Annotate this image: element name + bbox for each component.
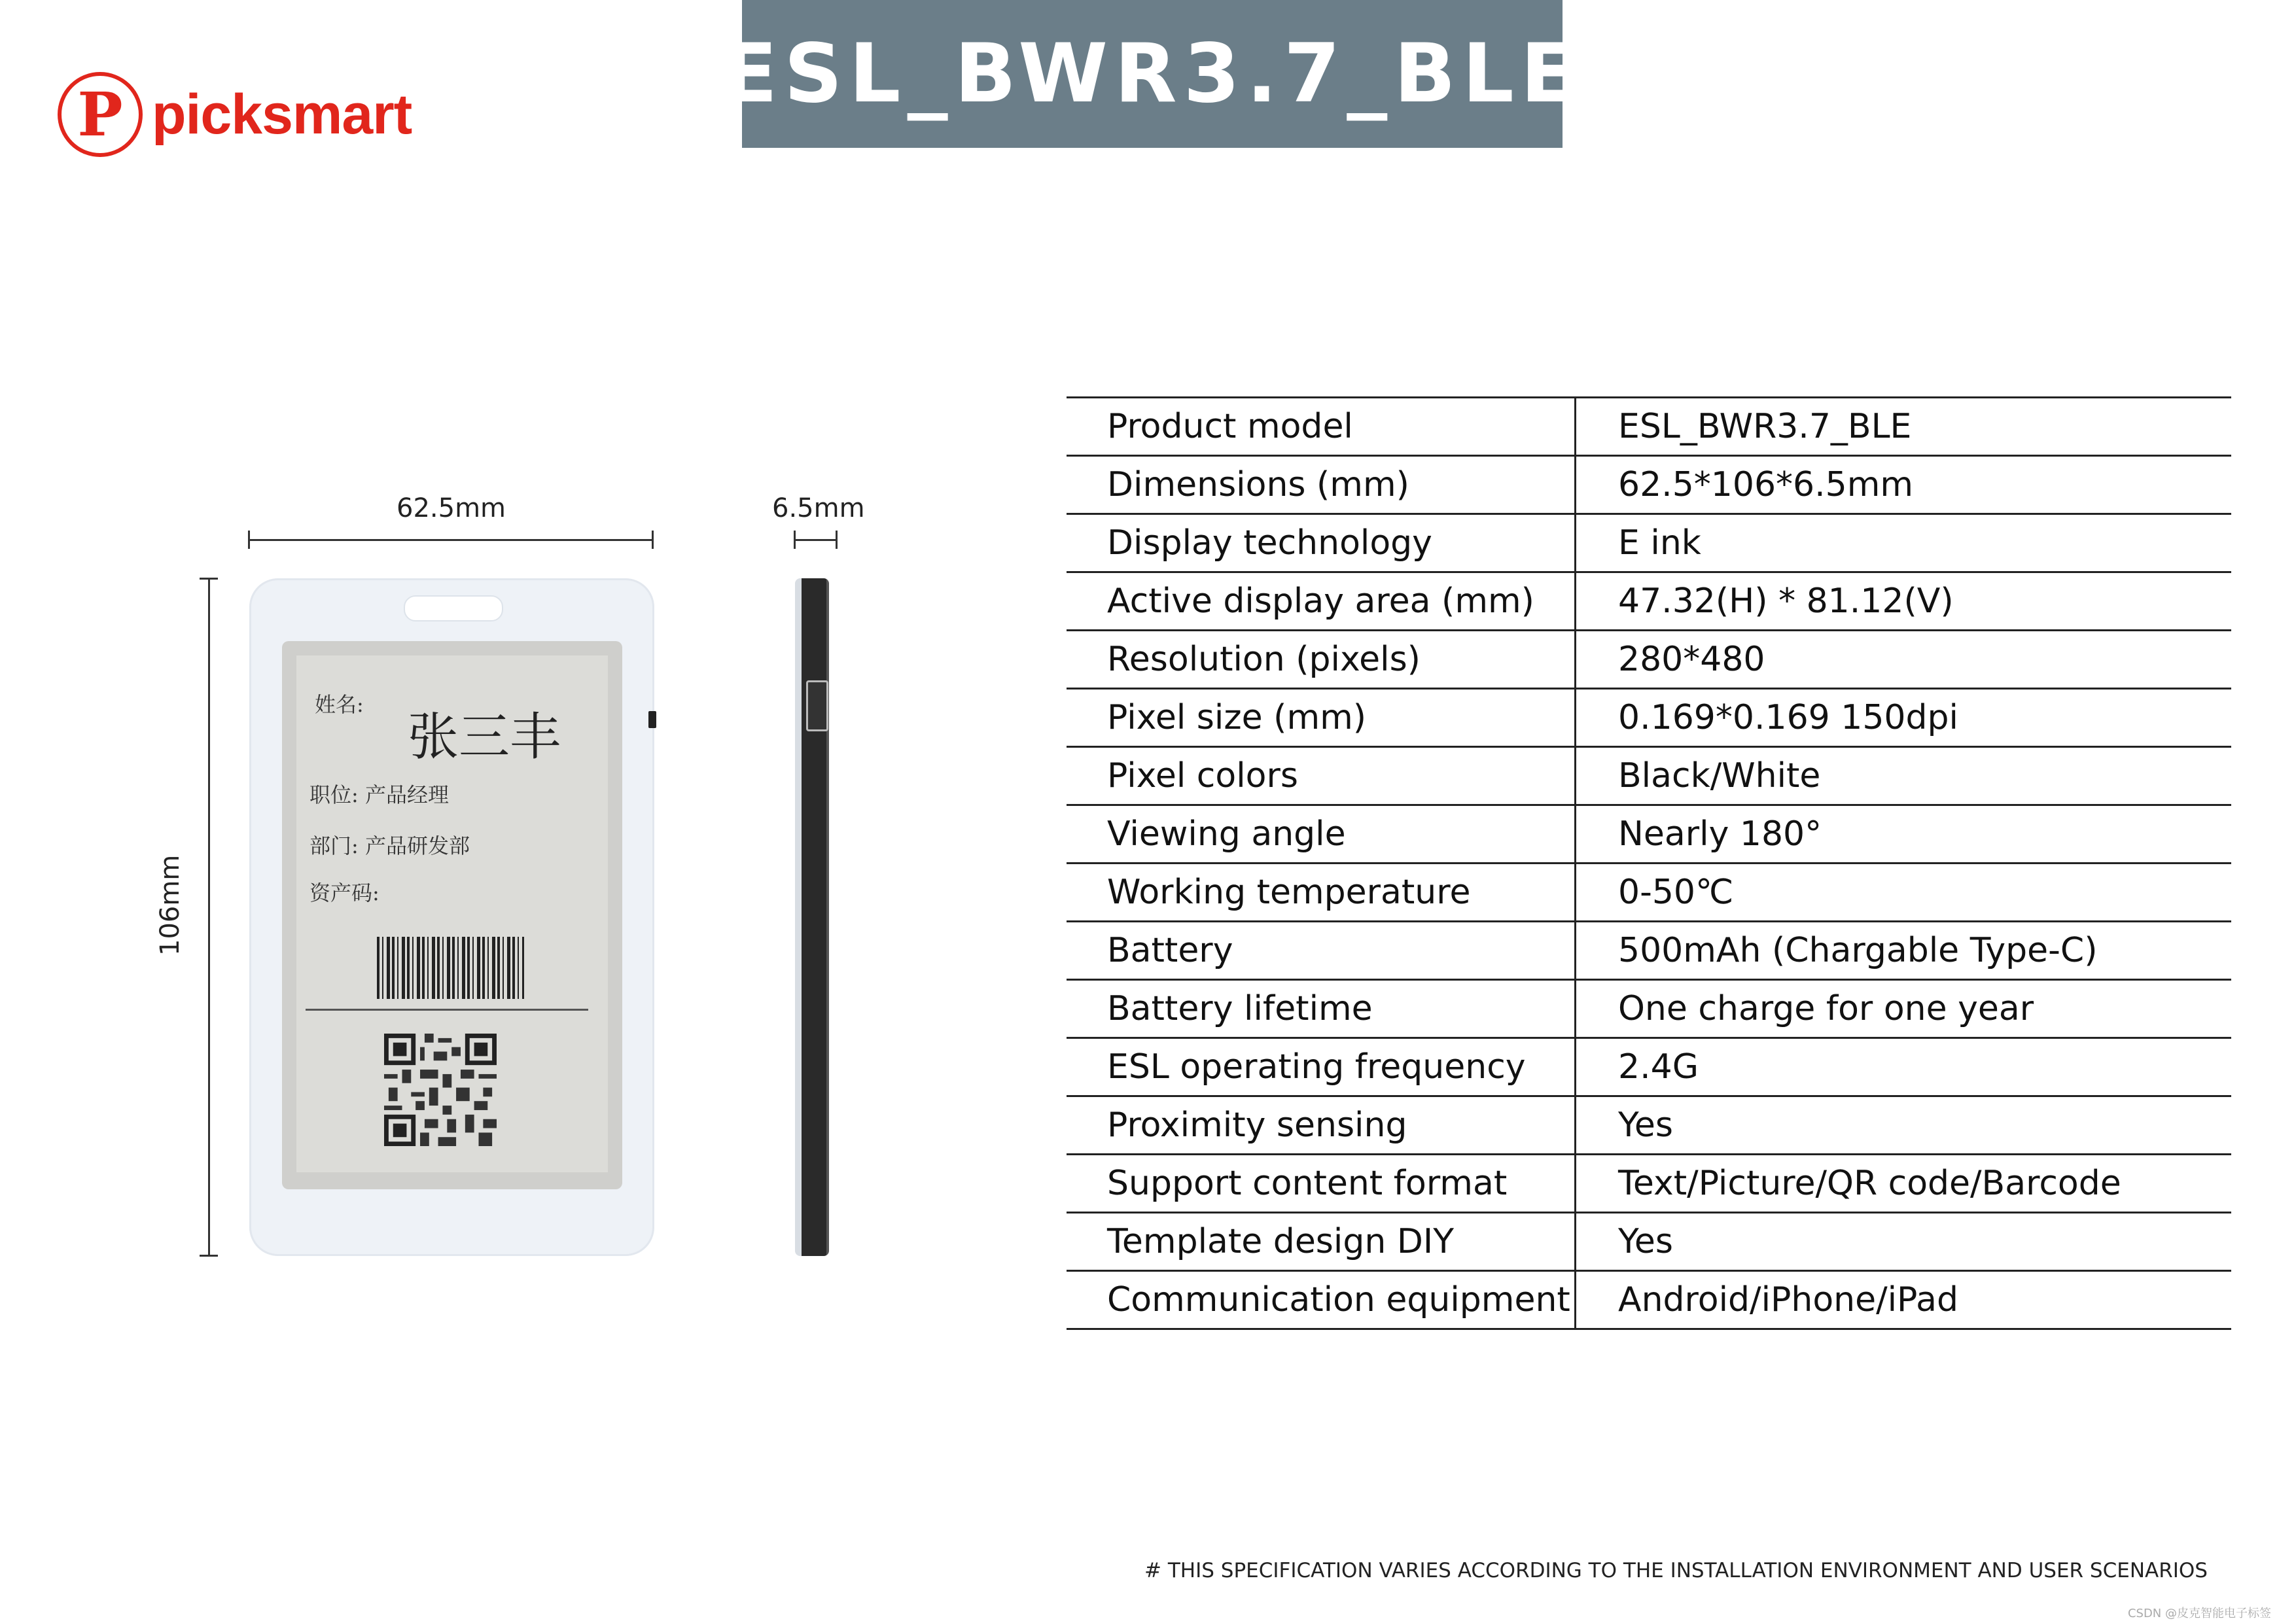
spec-value: Black/White bbox=[1576, 747, 2232, 805]
height-dimension-label: 106mm bbox=[155, 854, 185, 956]
spec-value: Yes bbox=[1576, 1096, 2232, 1155]
screen-name-label: 姓名: bbox=[315, 692, 364, 717]
thickness-dimension-tick-right bbox=[836, 531, 838, 549]
brand-name: picksmart bbox=[152, 82, 412, 146]
watermark: CSDN @皮克智能电子标签 bbox=[2127, 1607, 2271, 1620]
spec-row bbox=[1067, 1096, 2231, 1155]
width-dimension-label: 62.5mm bbox=[397, 493, 506, 523]
spec-value: 0-50℃ bbox=[1576, 864, 2232, 922]
spec-value: 280*480 bbox=[1576, 631, 2232, 689]
screen-position: 职位: 产品经理 bbox=[309, 782, 449, 807]
page-title: ESL_BWR3.7_BLE bbox=[722, 27, 1583, 121]
spec-key: Communication equipment bbox=[1067, 1271, 1576, 1329]
spec-key: Display technology bbox=[1067, 514, 1576, 572]
display-bezel bbox=[282, 641, 622, 1189]
spec-value: 500mAh (Chargable Type-C) bbox=[1576, 922, 2232, 980]
spec-row bbox=[1067, 747, 2231, 805]
spec-key: Template design DIY bbox=[1067, 1213, 1576, 1271]
spec-key: Proximity sensing bbox=[1067, 1096, 1576, 1155]
device-button bbox=[648, 711, 656, 728]
spec-value: 0.169*0.169 150dpi bbox=[1576, 689, 2232, 747]
width-dimension-tick-right bbox=[652, 531, 654, 549]
spec-value: 47.32(H) * 81.12(V) bbox=[1576, 572, 2232, 631]
device-front-view bbox=[249, 578, 654, 1256]
spec-value: Nearly 180° bbox=[1576, 805, 2232, 864]
spec-key: Support content format bbox=[1067, 1155, 1576, 1213]
spec-value: Android/iPhone/iPad bbox=[1576, 1271, 2232, 1329]
spec-row bbox=[1067, 980, 2231, 1038]
spec-row bbox=[1067, 631, 2231, 689]
spec-row bbox=[1067, 1038, 2231, 1096]
spec-key: Product model bbox=[1067, 398, 1576, 456]
thickness-dimension-line bbox=[795, 539, 837, 541]
spec-key: Resolution (pixels) bbox=[1067, 631, 1576, 689]
screen-department: 部门: 产品研发部 bbox=[309, 833, 470, 858]
screen-divider bbox=[306, 1009, 588, 1011]
spec-row bbox=[1067, 1155, 2231, 1213]
spec-value: 62.5*106*6.5mm bbox=[1576, 456, 2232, 514]
spec-key: Dimensions (mm) bbox=[1067, 456, 1576, 514]
spec-row bbox=[1067, 398, 2231, 456]
spec-key: Pixel colors bbox=[1067, 747, 1576, 805]
spec-value: E ink bbox=[1576, 514, 2232, 572]
width-dimension-line bbox=[249, 539, 653, 541]
spec-row bbox=[1067, 922, 2231, 980]
spec-value: 2.4G bbox=[1576, 1038, 2232, 1096]
device-side-view bbox=[795, 578, 829, 1256]
usb-c-port bbox=[806, 680, 828, 731]
spec-key: Battery bbox=[1067, 922, 1576, 980]
barcode-graphic bbox=[377, 937, 524, 999]
spec-table bbox=[1067, 396, 2231, 1330]
spec-key: Active display area (mm) bbox=[1067, 572, 1576, 631]
title-banner bbox=[722, 0, 1583, 148]
screen-asset-code: 资产码: bbox=[309, 881, 380, 905]
height-dimension-tick-top bbox=[200, 578, 218, 580]
spec-value: One charge for one year bbox=[1576, 980, 2232, 1038]
thickness-dimension-tick-left bbox=[794, 531, 796, 549]
eink-screen bbox=[296, 655, 608, 1172]
spec-key: Battery lifetime bbox=[1067, 980, 1576, 1038]
brand-logo bbox=[58, 69, 412, 160]
spec-row bbox=[1067, 689, 2231, 747]
footnote: # THIS SPECIFICATION VARIES ACCORDING TO THE INSTALLATION ENVIRONMENT AND USER SCENARIOS bbox=[1144, 1559, 2208, 1582]
spec-row bbox=[1067, 572, 2231, 631]
spec-row bbox=[1067, 456, 2231, 514]
spec-row bbox=[1067, 864, 2231, 922]
height-dimension-tick-bottom bbox=[200, 1255, 218, 1257]
spec-value: ESL_BWR3.7_BLE bbox=[1576, 398, 2232, 456]
spec-row bbox=[1067, 1213, 2231, 1271]
height-dimension-line bbox=[208, 578, 210, 1256]
qr-code-graphic bbox=[384, 1034, 497, 1146]
thickness-dimension-label: 6.5mm bbox=[772, 493, 865, 523]
screen-name-value: 张三丰 bbox=[408, 708, 561, 767]
spec-key: Working temperature bbox=[1067, 864, 1576, 922]
spec-row bbox=[1067, 805, 2231, 864]
spec-row bbox=[1067, 514, 2231, 572]
spec-key: ESL operating frequency bbox=[1067, 1038, 1576, 1096]
lanyard-slot bbox=[404, 595, 503, 621]
spec-value: Text/Picture/QR code/Barcode bbox=[1576, 1155, 2232, 1213]
spec-row bbox=[1067, 1271, 2231, 1329]
width-dimension-tick-left bbox=[248, 531, 250, 549]
spec-key: Pixel size (mm) bbox=[1067, 689, 1576, 747]
spec-key: Viewing angle bbox=[1067, 805, 1576, 864]
brand-logo-icon: P bbox=[58, 72, 143, 157]
spec-value: Yes bbox=[1576, 1213, 2232, 1271]
